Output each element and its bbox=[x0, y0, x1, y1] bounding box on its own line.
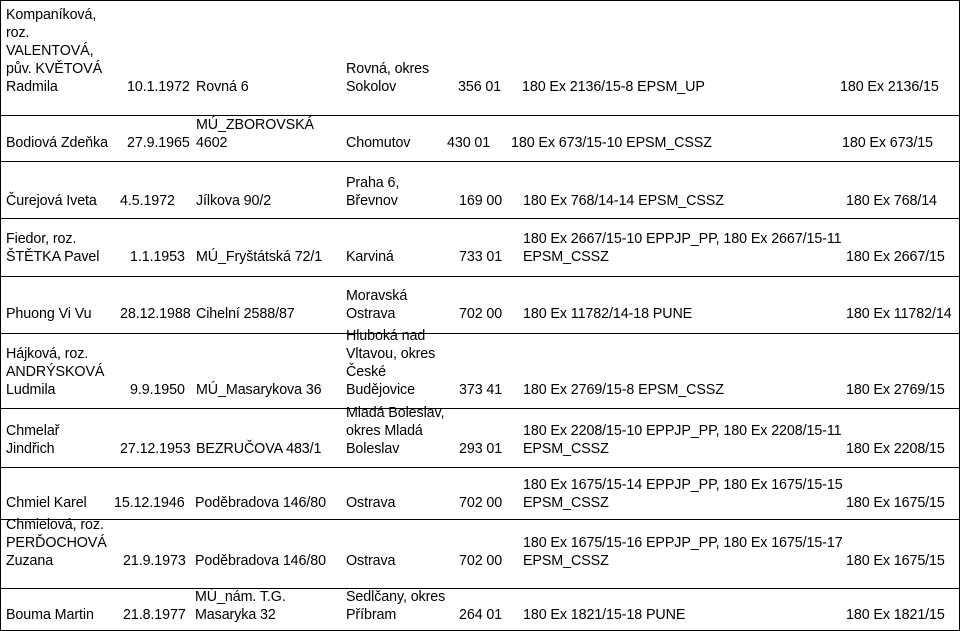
cell-place: Praha 6, bbox=[346, 175, 400, 191]
cell-case: 180 Ex 2667/15 bbox=[846, 249, 945, 265]
cell-date: 4.5.1972 bbox=[120, 193, 175, 209]
cell-place: Ostrava bbox=[346, 553, 396, 569]
cell-address: MÚ_ZBOROVSKÁ bbox=[196, 117, 314, 133]
cell-place: Břevnov bbox=[346, 193, 398, 209]
cell-name: PERĎOCHOVÁ bbox=[6, 535, 107, 551]
cell-name: Bouma Martin bbox=[6, 607, 94, 623]
cell-date: 9.9.1950 bbox=[130, 382, 185, 398]
cell-date: 10.1.1972 bbox=[127, 79, 190, 95]
cell-date: 27.9.1965 bbox=[127, 135, 190, 151]
cell-file: 180 Ex 1675/15-14 EPPJP_PP, 180 Ex 1675/15-15 bbox=[523, 477, 843, 493]
cell-date: 21.8.1977 bbox=[123, 607, 186, 623]
cell-file: EPSM_CSSZ bbox=[523, 441, 609, 457]
cell-name: Phuong Vi Vu bbox=[6, 306, 92, 322]
cell-file: 180 Ex 673/15-10 EPSM_CSSZ bbox=[511, 135, 712, 151]
cell-place: Hluboká nad bbox=[346, 328, 426, 344]
cell-name: Bodiová Zdeňka bbox=[6, 135, 108, 151]
cell-place: Ostrava bbox=[346, 306, 396, 322]
cell-file: 180 Ex 1675/15-16 EPPJP_PP, 180 Ex 1675/15-17 bbox=[523, 535, 843, 551]
cell-name: Chmielová, roz. bbox=[6, 517, 104, 533]
cell-zip: 702 00 bbox=[459, 495, 503, 511]
cell-case: 180 Ex 2136/15 bbox=[840, 79, 939, 95]
cell-zip: 430 01 bbox=[447, 135, 491, 151]
cell-place: Vltavou, okres bbox=[346, 346, 436, 362]
cell-file: 180 Ex 11782/14-18 PUNE bbox=[523, 306, 693, 322]
cell-name: Jindřich bbox=[6, 441, 55, 457]
cell-case: 180 Ex 11782/14 bbox=[846, 306, 952, 322]
cell-place: Moravská bbox=[346, 288, 408, 304]
cell-name: Zuzana bbox=[6, 553, 54, 569]
cell-case: 180 Ex 2208/15 bbox=[846, 441, 945, 457]
cell-file: 180 Ex 2769/15-8 EPSM_CSSZ bbox=[523, 382, 724, 398]
cell-file: 180 Ex 2136/15-8 EPSM_UP bbox=[522, 79, 705, 95]
cell-zip: 356 01 bbox=[458, 79, 502, 95]
cell-zip: 733 01 bbox=[459, 249, 503, 265]
cell-place: Boleslav bbox=[346, 441, 400, 457]
cell-name: Hájková, roz. bbox=[6, 346, 89, 362]
cell-name: Radmila bbox=[6, 79, 58, 95]
cell-address: MÚ_nám. T.G. bbox=[195, 589, 286, 605]
cell-address: BEZRUČOVA 483/1 bbox=[196, 441, 322, 457]
cell-name: VALENTOVÁ, bbox=[6, 43, 94, 59]
cell-name: Fiedor, roz. bbox=[6, 231, 77, 247]
cell-place: Sedlčany, okres bbox=[346, 589, 446, 605]
cell-place: Karviná bbox=[346, 249, 394, 265]
cell-address: MÚ_Fryštátská 72/1 bbox=[196, 249, 323, 265]
cell-place: Ostrava bbox=[346, 495, 396, 511]
cell-name: Chmiel Karel bbox=[6, 495, 87, 511]
cell-case: 180 Ex 1675/15 bbox=[846, 495, 945, 511]
cell-address: 4602 bbox=[196, 135, 228, 151]
cell-case: 180 Ex 1821/15 bbox=[846, 607, 945, 623]
cell-date: 28.12.1988 bbox=[120, 306, 191, 322]
cell-place: Příbram bbox=[346, 607, 397, 623]
cell-name: ANDRÝSKOVÁ bbox=[6, 364, 105, 380]
cell-case: 180 Ex 1675/15 bbox=[846, 553, 945, 569]
cell-file: EPSM_CSSZ bbox=[523, 553, 609, 569]
cell-address: Rovná 6 bbox=[196, 79, 249, 95]
cell-file: EPSM_CSSZ bbox=[523, 495, 609, 511]
cell-name: Čurejová Iveta bbox=[6, 193, 97, 209]
cell-zip: 702 00 bbox=[459, 306, 503, 322]
cell-place: Rovná, okres bbox=[346, 61, 430, 77]
cell-date: 15.12.1946 bbox=[114, 495, 185, 511]
cell-zip: 169 00 bbox=[459, 193, 503, 209]
cell-name: pův. KVĚTOVÁ bbox=[6, 61, 103, 77]
cell-date: 21.9.1973 bbox=[123, 553, 186, 569]
cell-address: Poděbradova 146/80 bbox=[195, 553, 326, 569]
cell-name: Ludmila bbox=[6, 382, 56, 398]
cell-place: okres Mladá bbox=[346, 423, 423, 439]
cell-name: Kompaníková, bbox=[6, 7, 97, 23]
cell-place: Sokolov bbox=[346, 79, 397, 95]
cell-date: 27.12.1953 bbox=[120, 441, 191, 457]
cell-file: 180 Ex 2208/15-10 EPPJP_PP, 180 Ex 2208/15-11 bbox=[523, 423, 842, 439]
cell-zip: 702 00 bbox=[459, 553, 503, 569]
cell-case: 180 Ex 673/15 bbox=[842, 135, 933, 151]
cell-place: České bbox=[346, 364, 387, 380]
cell-file: EPSM_CSSZ bbox=[523, 249, 609, 265]
cell-name: roz. bbox=[6, 25, 30, 41]
cell-case: 180 Ex 768/14 bbox=[846, 193, 937, 209]
cell-address: Poděbradova 146/80 bbox=[195, 495, 326, 511]
cell-place: Chomutov bbox=[346, 135, 411, 151]
cell-place: Budějovice bbox=[346, 382, 415, 398]
cell-name: ŠTĚTKA Pavel bbox=[6, 249, 100, 265]
cell-address: Cihelní 2588/87 bbox=[196, 306, 295, 322]
cell-zip: 373 41 bbox=[459, 382, 503, 398]
cell-zip: 293 01 bbox=[459, 441, 503, 457]
cell-place: Mladá Boleslav, bbox=[346, 405, 445, 421]
cell-file: 180 Ex 1821/15-18 PUNE bbox=[523, 607, 686, 623]
cell-file: 180 Ex 2667/15-10 EPPJP_PP, 180 Ex 2667/15-11 bbox=[523, 231, 842, 247]
cell-zip: 264 01 bbox=[459, 607, 503, 623]
cell-case: 180 Ex 2769/15 bbox=[846, 382, 945, 398]
cell-name: Chmelař bbox=[6, 423, 60, 439]
cell-date: 1.1.1953 bbox=[130, 249, 185, 265]
cell-address: Jílkova 90/2 bbox=[196, 193, 272, 209]
cell-address: Masaryka 32 bbox=[195, 607, 276, 623]
cell-file: 180 Ex 768/14-14 EPSM_CSSZ bbox=[523, 193, 724, 209]
cell-address: MÚ_Masarykova 36 bbox=[196, 382, 322, 398]
